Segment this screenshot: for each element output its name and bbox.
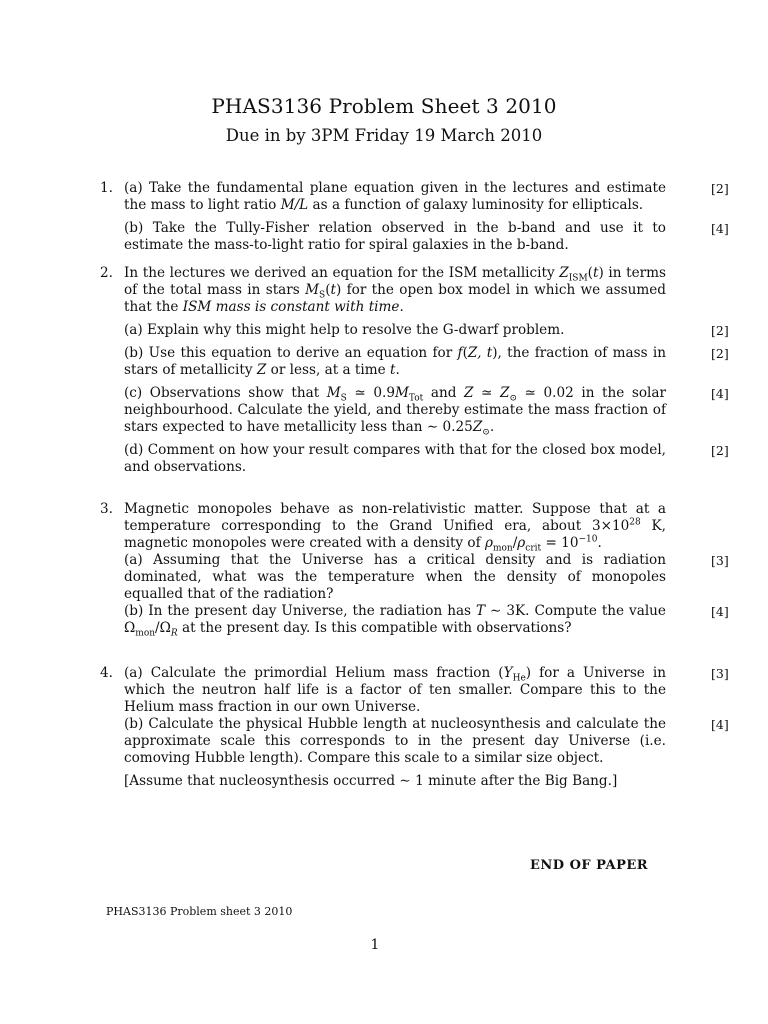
- question-3-part-b: [124, 603, 729, 639]
- page-number: 1: [370, 937, 380, 953]
- question-2-part-a: [124, 322, 729, 339]
- marks-badge: [2]: [711, 181, 729, 196]
- marks-badge: [4]: [711, 386, 729, 401]
- marks-badge: [4]: [711, 717, 729, 732]
- question-number: 2.: [100, 265, 113, 281]
- part-text: (d) Comment on how your result compares with that for the closed box model, and observations.: [124, 442, 666, 475]
- question-4-note: [Assume that nucleosynthesis occurred ∼ 1 minute after the Big Bang.]: [124, 773, 618, 789]
- marks-badge: [3]: [711, 666, 729, 681]
- question-2-part-c: [124, 385, 729, 438]
- page-subtitle: Due in by 3PM Friday 19 March 2010: [225, 126, 543, 145]
- part-text: (c) Observations show that $M_S$ ≃ $0.9M_{Tot}$ and Z ≃ $Z_⊙$ ≃ 0.02 in the solar neighbourhood. Calculate the yield, and thereby estimate the mass fraction of stars expected to have metallicity less than ∼ $0.25Z_⊙$.: [124, 385, 666, 438]
- question-4-part-a: [124, 665, 729, 716]
- marks-badge: [4]: [711, 221, 729, 236]
- question-3-intro: Magnetic monopoles behave as non-relativistic matter. Suppose that at a temperature corresponding to the Grand Unified era, about $3\times 10^{28}$ K, magnetic monopoles were created with a density of $\rho_{mon}/\rho_{crit} = 10^{-10}$.: [124, 501, 666, 554]
- part-text: (b) Calculate the physical Hubble length at nucleosynthesis and calculate the approximate scale this corresponds to in the present day Universe (i.e. comoving Hubble length). Compare this scale to a similar size object.: [124, 716, 666, 766]
- question-4-part-b: [124, 716, 729, 767]
- page-title: PHAS3136 Problem Sheet 3 2010: [211, 94, 557, 118]
- question-3-part-a: [124, 552, 729, 603]
- question-3: [100, 501, 729, 639]
- question-2: [100, 265, 729, 476]
- marks-badge: [2]: [711, 346, 729, 361]
- running-footer: PHAS3136 Problem sheet 3 2010: [106, 905, 293, 918]
- marks-badge: [4]: [711, 604, 729, 619]
- part-text: (a) Explain why this might help to resolve the G-dwarf problem.: [124, 322, 565, 338]
- question-2-part-b: [124, 345, 729, 379]
- marks-badge: [2]: [711, 323, 729, 338]
- marks-badge: [2]: [711, 443, 729, 458]
- question-1: [100, 180, 729, 254]
- question-2-intro: In the lectures we derived an equation for the ISM metallicity $Z_{ISM}(t)$ in terms of the total mass in stars $M_S(t)$ for the open box model in which we assumed that the ISM mass is constant with time.: [124, 265, 666, 315]
- question-4: [100, 665, 729, 790]
- part-text: (a) Take the fundamental plane equation given in the lectures and estimate the mass to light ratio M/L as a function of galaxy luminosity for ellipticals.: [124, 180, 666, 213]
- question-number: 3.: [100, 501, 113, 517]
- part-text: (b) Use this equation to derive an equation for f(Z, t), the fraction of mass in stars of metallicity Z or less, at a time t.: [124, 345, 667, 378]
- question-number: 4.: [100, 665, 113, 681]
- question-number: 1.: [100, 180, 113, 196]
- marks-badge: [3]: [711, 553, 729, 568]
- question-1-part-b: [124, 220, 729, 254]
- end-of-paper: END OF PAPER: [530, 858, 649, 873]
- part-text: (b) Take the Tully-Fisher relation observed in the b-band and use it to estimate the mass-to-light ratio for spiral galaxies in the b-band.: [124, 220, 666, 253]
- part-text: (a) Calculate the primordial Helium mass fraction $(Y_{He})$ for a Universe in which the neutron half life is a factor of ten smaller. Compare this to the Helium mass fraction in our own Universe.: [124, 665, 667, 715]
- part-text: (b) In the present day Universe, the radiation has T ∼ 3K. Compute the value $\Omega_{mon}/\Omega_R$ at the present day. Is this compatible with observations?: [124, 603, 666, 639]
- question-1-part-a: [124, 180, 729, 214]
- part-text: (a) Assuming that the Universe has a critical density and is radiation dominated, what was the temperature when the density of monopoles equalled that of the radiation?: [124, 552, 666, 602]
- question-2-part-d: [124, 442, 729, 476]
